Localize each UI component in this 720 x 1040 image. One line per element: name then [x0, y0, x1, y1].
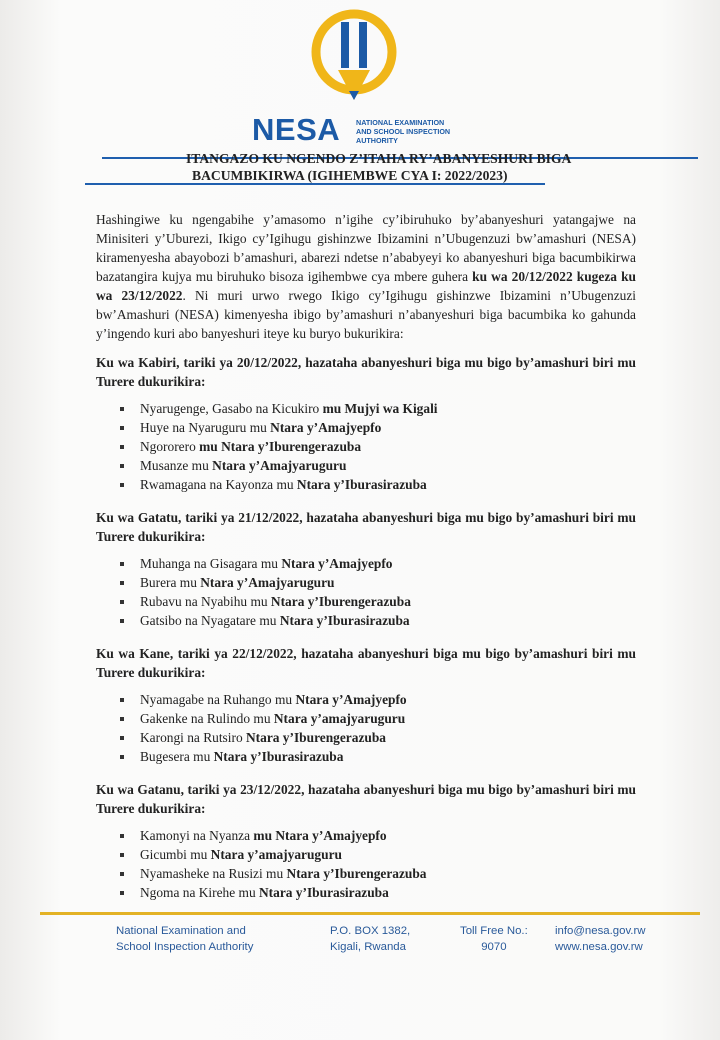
districts: Ngororero [140, 439, 200, 454]
title-line-2: BACUMBIKIRWA (IGIHEMBWE CYA I: 2022/2023) [192, 168, 508, 183]
province: Ntara y’Amajyepfo [270, 420, 382, 435]
districts: Nyarugenge, Gasabo na Kicukiro [140, 401, 323, 416]
pencil-ring-logo-icon [306, 8, 402, 112]
list-item [120, 554, 636, 573]
province: Ntara y’Iburengerazuba [270, 594, 411, 609]
province: Ntara y’amajyaruguru [210, 847, 342, 862]
list-item [120, 437, 636, 456]
nesa-logo [250, 8, 490, 148]
intro-dates: ku wa 20/12/2022 kugeza ku wa 23/12/2022 [96, 269, 636, 303]
province: Ntara y’Iburengerazuba [286, 866, 427, 881]
section-heading: Ku wa Kane, tariki ya 22/12/2022, hazataha abanyeshuri biga mu bigo by’amashuri biri mu Turere dukurikira: [96, 646, 636, 680]
brand-full-line: AUTHORITY [356, 136, 398, 145]
footer-website-link[interactable]: www.nesa.gov.rw [555, 941, 643, 953]
list-item [120, 747, 636, 766]
list-item [120, 592, 636, 611]
schedule-section [96, 644, 636, 766]
section-heading: Ku wa Gatatu, tariki ya 21/12/2022, hazataha abanyeshuri biga mu bigo by’amashuri biri mu Turere dukurikira: [96, 510, 636, 544]
districts: Gatsibo na Nyagatare mu [140, 613, 280, 628]
list-item [120, 611, 636, 630]
list-item [120, 475, 636, 494]
footer-org-line: National Examination and [116, 925, 246, 937]
district-list [96, 690, 636, 766]
province: mu Ntara y’Amajyepfo [253, 828, 387, 843]
brand-full-name [356, 118, 496, 145]
schedule-section [96, 508, 636, 630]
footer-org [116, 923, 253, 955]
districts: Bugesera mu [140, 749, 214, 764]
document-title [186, 150, 626, 184]
district-list [96, 554, 636, 630]
province: Ntara y’Iburasirazuba [279, 613, 410, 628]
footer-address [330, 923, 410, 955]
districts: Nyamagabe na Ruhango mu [140, 692, 296, 707]
districts: Kamonyi na Nyanza [140, 828, 254, 843]
districts: Karongi na Rutsiro [140, 730, 246, 745]
province: Ntara y’Amajyaruguru [212, 458, 347, 473]
list-item [120, 690, 636, 709]
districts: Muhanga na Gisagara mu [140, 556, 282, 571]
list-item [120, 418, 636, 437]
list-item [120, 456, 636, 475]
list-item [120, 573, 636, 592]
footer-email-link[interactable]: info@nesa.gov.rw [555, 925, 646, 937]
footer-tollfree [460, 923, 528, 955]
province: Ntara y’Amajyepfo [281, 556, 393, 571]
district-list [96, 826, 636, 902]
districts: Gakenke na Rulindo mu [140, 711, 274, 726]
province: Ntara y’Iburengerazuba [246, 730, 386, 745]
list-item [120, 399, 636, 418]
districts: Rwamagana na Kayonza mu [140, 477, 297, 492]
footer-address-line: P.O. BOX 1382, [330, 925, 411, 937]
districts: Huye na Nyaruguru mu [140, 420, 271, 435]
brand-name: NESA [252, 112, 341, 147]
districts: Gicumbi mu [140, 847, 211, 862]
footer-rule [40, 912, 700, 915]
province: Ntara y’amajyaruguru [273, 711, 406, 726]
districts: Rubavu na Nyabihu mu [140, 594, 271, 609]
province: Ntara y’Iburasirazuba [296, 477, 427, 492]
brand-full-line: NATIONAL EXAMINATION [356, 118, 445, 127]
intro-text: Hashingiwe ku ngengabihe y’amasomo n’igihe cy’ibiruhuko by’abanyeshuri yatangajwe na Minisiteri y’Uburezi, Ikigo cy’Igihugu gishinzwe Ibizamini n’Ubugenzuzi bw’amashuri (NESA) kiramenyesha abayobozi b’amashuri, abarezi ndetse n’ababyeyi ko abanyeshuri biga bacumbikirwa bazatangira kujya mu biruhuko bisoza igihembwe cya mbere guhera [96, 212, 636, 284]
list-item [120, 883, 636, 902]
province: Ntara y’Iburasirazuba [259, 885, 389, 900]
districts: Burera mu [140, 575, 201, 590]
header-rule-bottom [85, 183, 545, 185]
districts: Musanze mu [140, 458, 213, 473]
district-list [96, 399, 636, 494]
list-item [120, 826, 636, 845]
section-heading: Ku wa Kabiri, tariki ya 20/12/2022, hazataha abanyeshuri biga mu bigo by’amashuri biri mu Turere dukurikira: [96, 355, 636, 389]
footer-tollfree-number: 9070 [481, 941, 507, 953]
province: Ntara y’Amajyepfo [295, 692, 407, 707]
districts: Ngoma na Kirehe mu [140, 885, 259, 900]
intro-paragraph [96, 210, 636, 343]
document-body [96, 210, 636, 916]
brand-full-line: AND SCHOOL INSPECTION [356, 127, 451, 136]
footer-address-line: Kigali, Rwanda [330, 941, 406, 953]
title-line-1: ITANGAZO KU NGENDO Z’ITAHA RY’ABANYESHURI BIGA [186, 151, 572, 166]
districts: Nyamasheke na Rusizi mu [140, 866, 287, 881]
province: Ntara y’Amajyaruguru [200, 575, 335, 590]
province: Ntara y’Iburasirazuba [213, 749, 344, 764]
footer-org-line: School Inspection Authority [116, 941, 254, 953]
province: mu Ntara y’Iburengerazuba [199, 439, 362, 454]
schedule-section [96, 780, 636, 902]
list-item [120, 864, 636, 883]
province: mu Mujyi wa Kigali [322, 401, 438, 416]
footer-contact [555, 923, 646, 955]
list-item [120, 845, 636, 864]
footer-tollfree-label: Toll Free No.: [460, 925, 528, 937]
intro-text-continued: . Ni muri urwo rwego Ikigo cy’Igihugu gishinzwe Ibizamini n’Ubugenzuzi bw’Amashuri (NESA) kimenyesha ibigo by’amashuri n’abanyeshuri biga bacumbika ko gahunda y’ingendo kuri abo banyeshuri iteye ku buryo bukurikira: [96, 288, 636, 341]
footer [0, 923, 720, 973]
list-item [120, 728, 636, 747]
list-item [120, 709, 636, 728]
schedule-section [96, 353, 636, 494]
section-heading: Ku wa Gatanu, tariki ya 23/12/2022, hazataha abanyeshuri biga mu bigo by’amashuri biri mu Turere dukurikira: [96, 782, 636, 816]
